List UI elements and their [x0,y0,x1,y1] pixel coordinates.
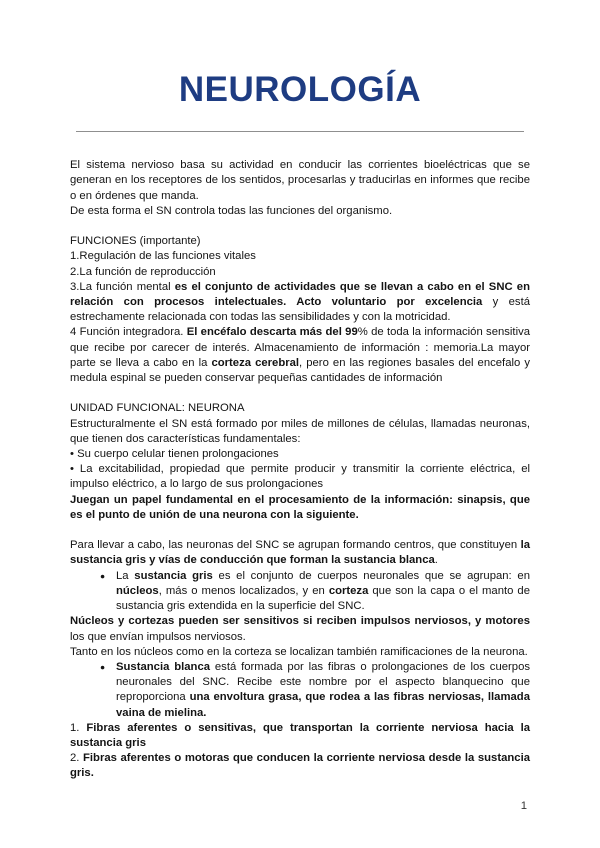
paragraph [70,265,530,280]
bold-text: Fibras aferentes o motoras que conducen la corriente nerviosa desde la sustancia gris. [70,752,530,780]
paragraph-spacer [70,523,530,538]
text: • La excitabilidad, propiedad que permite producir y transmitir la corriente eléctrica, el impulso eléctrico, a lo largo de sus prolongaciones [70,463,530,491]
paragraph [70,645,530,660]
text: 1. [70,721,87,734]
document-body [70,158,530,781]
text: 3.La función mental [70,280,175,293]
paragraph [70,614,530,644]
bold-text: El encéfalo descarta más del 99 [186,326,358,339]
bullet-icon: ● [100,661,106,672]
paragraph [70,493,530,523]
text: 1.Regulación de las funciones vitales [70,250,256,263]
text: y está estrechamente relacionada con todas las sensibilidades y con la motricidad. [70,296,530,324]
paragraph [70,325,530,386]
text: Para llevar a cabo, las neuronas del SNC se agrupan formando centros, que constituyen [70,539,521,552]
paragraph [70,401,530,416]
text: que son la capa o el manto de sustancia gris extendida en la superficie del SNC. [116,584,530,613]
paragraph [70,538,530,568]
text: Estructuralmente el SN está formado por miles de millones de células, llamadas neuronas, que tienen dos características fundamentales: [70,417,530,445]
bold-text: Juegan un papel fundamental en el procesamiento de la información: sinapsis, que es el punto de unión de una neurona con la siguiente. [70,493,530,521]
text: 4 Función integradora. [70,326,187,339]
paragraph [70,751,530,781]
paragraph [70,462,530,492]
bold-text: núcleos [116,584,159,597]
text: los que envían impulsos nerviosos. [70,630,246,643]
text: De esta forma el SN controla todas las funciones del organismo. [70,204,393,217]
text: • Su cuerpo celular tienen prolongaciones [70,448,279,461]
bold-text: Fibras aferentes o sensitivas, que transportan la corriente nerviosa hacia la sustancia gris [70,721,531,749]
horizontal-rule [76,131,524,132]
bold-text: es el conjunto de actividades que se llevan a cabo en el SNC en relación con procesos intelectuales. Acto voluntario por excelencia [70,280,530,309]
paragraph [70,158,530,204]
list-item [70,569,530,615]
paragraph [70,204,530,219]
paragraph [70,721,530,751]
paragraph [70,249,530,264]
text: . [434,554,438,567]
text: es el conjunto de cuerpos neuronales que se agrupan: en [212,569,530,582]
bold-text: sustancia gris [134,569,213,582]
text: está formada por las fibras o prolongaciones de los cuerpos neuronales del SNC. Recibe este nombre por el aspecto blanquecino que reproporciona [116,660,530,704]
text: , más o menos localizados, y en [158,584,329,597]
paragraph-spacer [70,219,530,234]
text: , pero en las regiones basales del encefalo y medula espinal se pueden conservar pequeñas cantidades de información [70,356,530,385]
text: La [116,569,135,582]
bold-text: una envoltura grasa, que rodea a las fibras nerviosas, llamada vaina de mielina. [116,691,530,719]
paragraph [70,447,530,462]
paragraph [70,234,530,249]
text: FUNCIONES (importante) [70,235,201,248]
page-number: 1 [520,800,527,812]
bold-text: corteza [328,584,369,597]
bold-text: Núcleos y cortezas pueden ser sensitivos si reciben impulsos nerviosos, y motores [70,615,530,628]
paragraph [70,280,530,326]
text: El sistema nervioso basa su actividad en conducir las corrientes bioeléctricas que se generan en los receptores de los sentidos, procesarlas y traducirlas en informes que recibe o en órdenes que manda. [70,159,530,202]
bold-text: corteza cerebral [211,356,300,369]
text: 2.La función de reproducción [70,265,216,278]
text: % de toda la información sensitiva que recibe por carecer de interés. Almacenamiento de información : memoria.La mayor parte se lleva a cabo en la [70,326,531,369]
paragraph-spacer [70,386,530,401]
list-item-text [116,569,530,615]
text: 2. [70,752,84,765]
text: UNIDAD FUNCIONAL: NEURONA [70,402,245,415]
list-item [70,660,530,721]
bullet-icon: ● [100,570,106,581]
page-title: NEUROLOGÍA [178,70,422,109]
list-item-text [116,660,530,721]
paragraph [70,417,530,447]
text: Tanto en los núcleos como en la corteza se localizan también ramificaciones de la neurona. [70,645,528,658]
bold-text: Sustancia blanca [116,660,211,673]
bold-text: la sustancia gris y vías de conducción que forman la sustancia blanca [70,539,530,567]
